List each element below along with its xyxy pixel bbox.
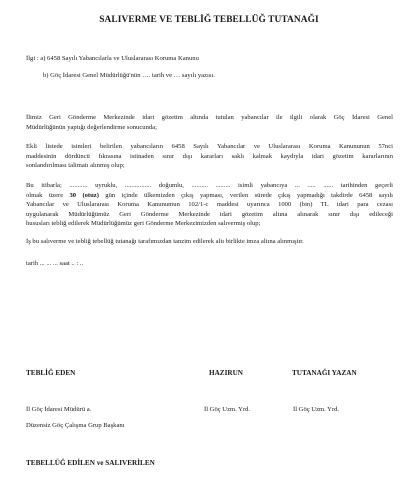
signer-1-title: İl Göç İdaresi Müdürü a. xyxy=(26,406,92,413)
heading-tebellug-edilen: TEBELLÜĞ EDİLEN ve SALIVERİLEN xyxy=(26,459,155,467)
text-segment: olmak üzere xyxy=(26,191,70,199)
paragraph-line: Müdürlüğünün yaptığı değerlendirme sonucunda; xyxy=(26,123,157,131)
deadline-days: 30 (otuz) xyxy=(69,191,99,199)
heading-tutanagi-yazan: TUTANAĞI YAZAN xyxy=(292,369,357,377)
signer-3-title: İl Göç Uzm. Yrd. xyxy=(293,406,340,413)
paragraph-line: Yabancılar ve Uluslararası Koruma Kanunumun 102/1-c maddesi uyarınca 1000 (bin) TL idari para cezası xyxy=(26,201,393,209)
paragraph-line xyxy=(26,191,393,201)
text-segment: gün içinde ülkemizden çıkış yapması, verilen sürede çıkış yapmadığı takdirde 6458 sayılı xyxy=(98,191,393,199)
document-title: SALIVERME VE TEBLİĞ TEBELLÜĞ TUTANAĞI xyxy=(99,15,319,25)
paragraph-listed-foreigners xyxy=(26,142,393,171)
paragraph-line: maddesinin dördüncü fıkrasına istinaden sınır dışı kararları saklı kalmak kaydıyla idari gözetim kararlarının xyxy=(26,152,393,160)
paragraph-line: sonlandırılması talimatı alınmış olup; xyxy=(26,162,125,170)
reference-a: İlgi : a) 6458 Sayılı Yabancılarla ve Uluslararası Koruma Kanunu xyxy=(26,55,199,62)
paragraph-line: İlimiz Geri Gönderme Merkezinde idari gözetim altında tutulan yabancılar ile ilgili olarak Göç İdaresi Genel xyxy=(26,114,393,121)
paragraph-line: Ekli listede isimleri belirilen yabancıların 6458 Sayılı Yabancılar ve Uluslararası Koruma Kanununun 57nci xyxy=(26,143,393,150)
paragraph-intro xyxy=(26,113,393,132)
heading-hazirun: HAZIRUN xyxy=(209,369,243,377)
date-time-line: tarih ... ... ... saat .. : .. xyxy=(26,260,84,267)
reference-b: b) Göç İdaresi Genel Müdürlüğü'nün …. tarih ve … sayılı yazısı. xyxy=(43,72,215,79)
signer-2-title: İl Göç Uzm. Yrd. xyxy=(204,406,251,413)
heading-teblig-eden: TEBLİĞ EDEN xyxy=(26,369,76,377)
paragraph-line: uygulanarak Müdürlüğümüz Geri Gönderme Merkezinde idari gözetim altına alınarak sınır dışı edileceği xyxy=(26,210,393,218)
paragraph-line: Bu itibarla; ........... uyruklu, ................ doğumlu, .......... ......... isimli yabancıya ... ..... ...... tarihinden geçerli xyxy=(26,182,393,189)
paragraph-release-terms xyxy=(26,181,393,229)
paragraph-signature-note: İş bu salıverme ve tebliğ tebellüğ tutanağı tarafımızdan tanzim edilerek altı birlikte imza altına alınmıştır. xyxy=(26,238,304,245)
signer-1-subtitle: Düzensiz Göç Çalışma Grup Başkanı xyxy=(26,422,125,429)
paragraph-line: hususları tebliğ edilerek Müdürlüğümüz geri Gönderme Merkezimizden salıvermiş olup; xyxy=(26,220,261,228)
